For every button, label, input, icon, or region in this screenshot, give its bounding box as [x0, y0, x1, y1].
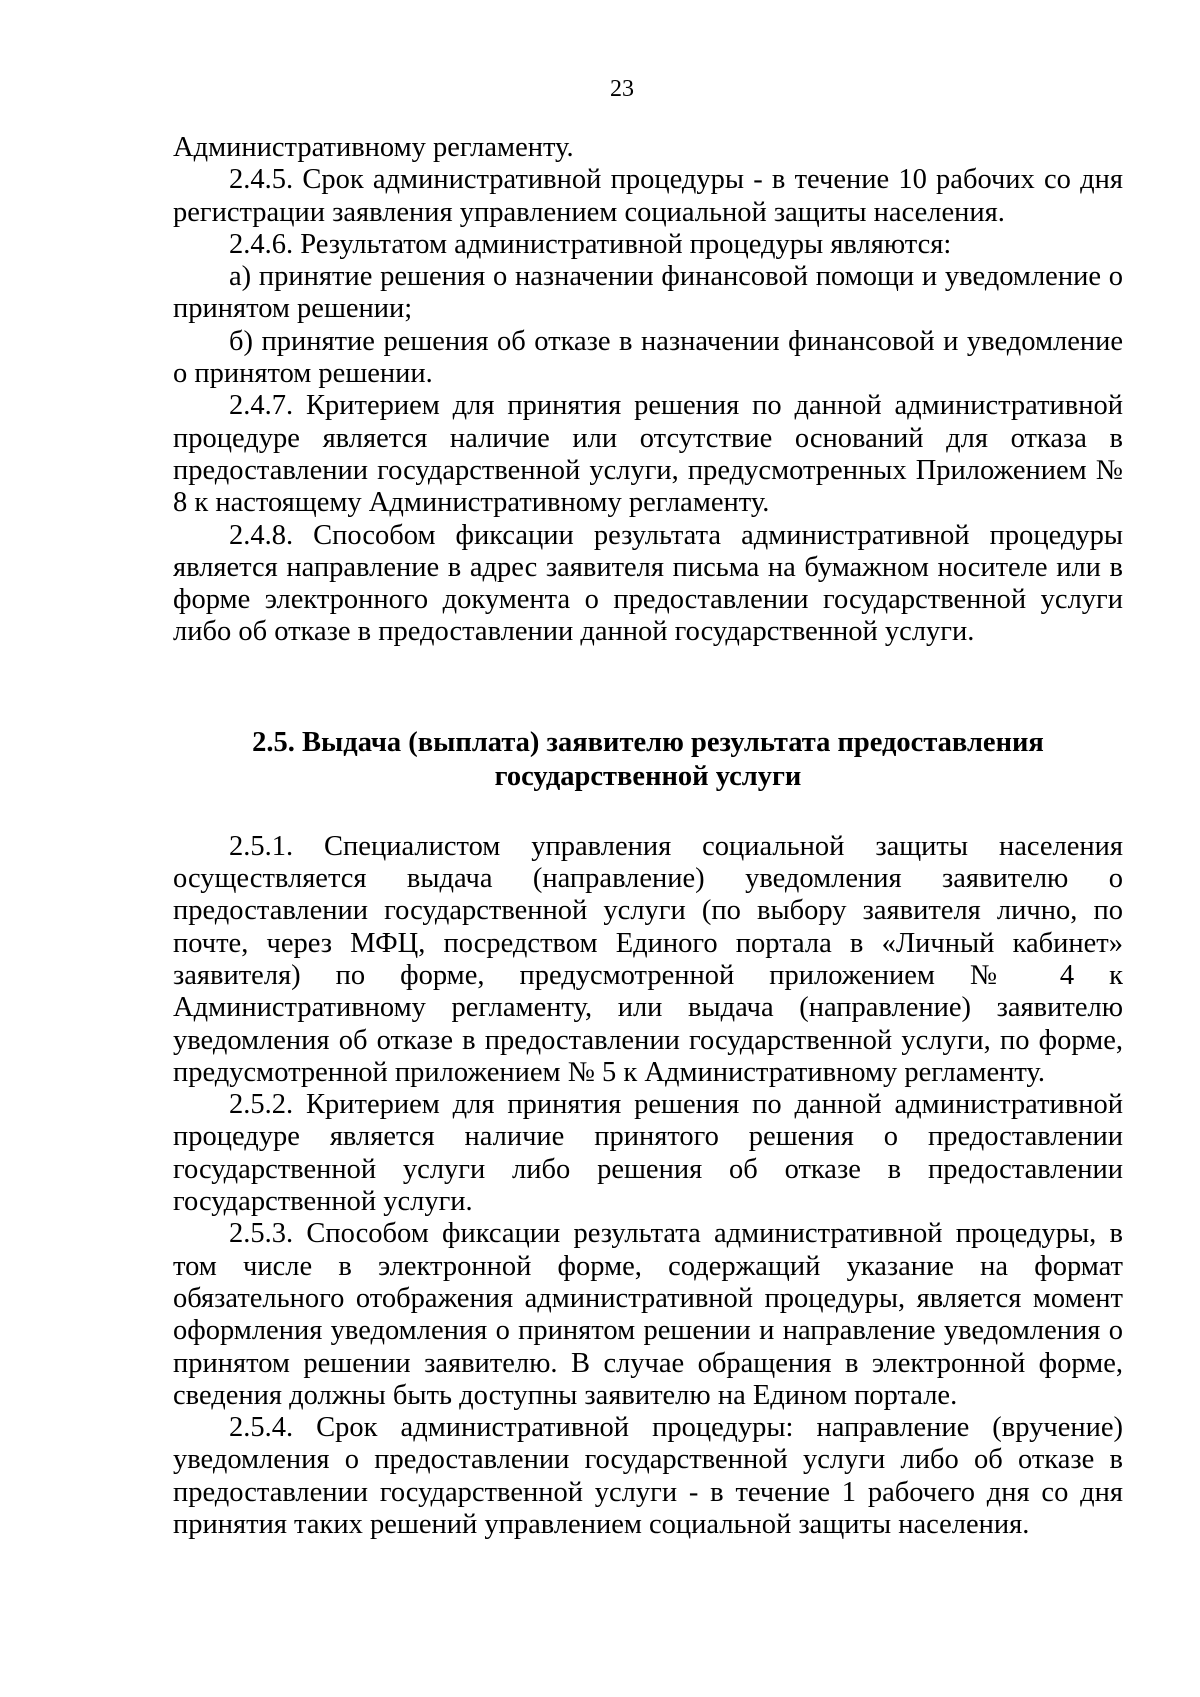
paragraph-2-5-3: 2.5.3. Способом фиксации результата административной процедуры, в том числе в электронной форме, содержащий указание на формат обязательного отображения административной процедуры, является момент оформления уведомления о принятом решении и направление уведомления о принятом решении заявителю. В случае обращения в электронной форме, сведения должны быть доступны заявителю на Едином портале. [173, 1218, 1123, 1411]
paragraph-continuation: Административному регламенту. [173, 132, 574, 163]
paragraph-2-4-6-a: а) принятие решения о назначении финансовой помощи и уведомление о принятом решении; [173, 261, 1123, 325]
section-2-5-body [173, 831, 1123, 1542]
paragraph-2-5-4: 2.5.4. Срок административной процедуры: направление (вручение) уведомления о предоставлении государственной услуги либо об отказе в предоставлении государственной услуги - в течение 1 рабочего дня со дня принятия таких решений управлением социальной защиты населения. [173, 1412, 1123, 1540]
paragraph-2-5-1: 2.5.1. Специалистом управления социальной защиты населения осуществляется выдача (направление) уведомления заявителю о предоставлении государственной услуги (по выбору заявителя лично, по почте, через МФЦ, посредством Единого портала в «Личный кабинет» заявителя) по форме, предусмотренной приложением № 4 к Административному регламенту, или выдача (направление) заявителю уведомления об отказе в предоставлении государственной услуги, по форме, предусмотренной приложением № 5 к Административному регламенту. [173, 830, 1123, 1088]
paragraph-2-4-6: 2.4.6. Результатом административной процедуры являются: [229, 228, 952, 260]
section-heading-2-5 [173, 726, 1123, 794]
section-heading-line-2: государственной услуги [494, 760, 802, 792]
paragraph-2-4-7: 2.4.7. Критерием для принятия решения по данной административной процедуре является наличие или отсутствие оснований для отказа в предоставлении государственной услуги, предусмотренных Приложением № 8 к настоящему Административному регламенту. [173, 390, 1123, 519]
paragraph-2-4-6-b: б) принятие решения об отказе в назначении финансовой и уведомление о принятом решении. [173, 325, 1123, 390]
paragraph-2-4-8: 2.4.8. Способом фиксации результата административной процедуры является направление в адрес заявителя письма на бумажном носителе или в форме электронного документа о предоставлении государственной услуги либо об отказе в предоставлении данной государственной услуги. [173, 519, 1123, 648]
document-body [173, 132, 1123, 1541]
paragraph-2-4-5: 2.4.5. Срок административной процедуры - в течение 10 рабочих со дня регистрации заявления управлением социальной защиты населения. [173, 164, 1123, 228]
paragraph-2-5-2: 2.5.2. Критерием для принятия решения по данной административной процедуре является наличие принятого решения о предоставлении государственной услуги либо решения об отказе в предоставлении государственной услуги. [173, 1089, 1123, 1218]
page-number: 23 [610, 76, 634, 102]
section-heading-line-1: 2.5. Выдача (выплата) заявителю результата предоставления [252, 726, 1044, 758]
